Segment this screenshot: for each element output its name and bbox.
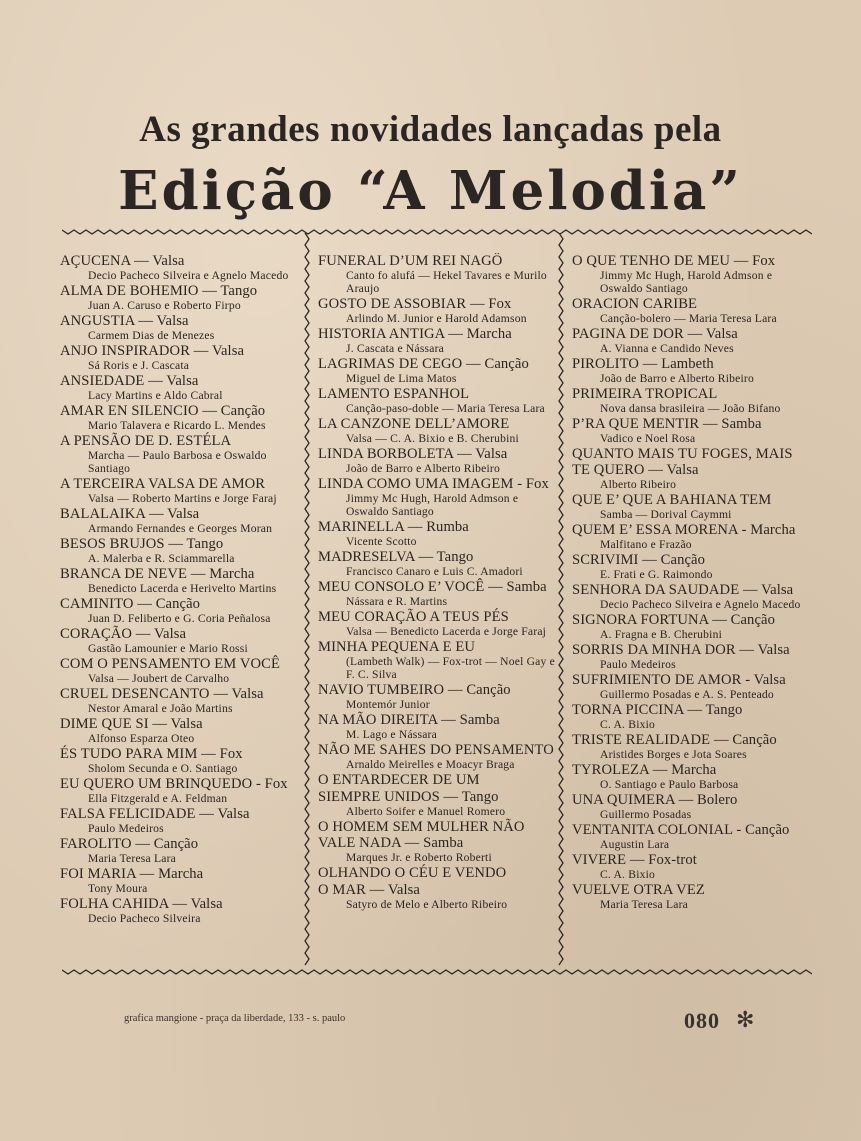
song-title: CAMINITO — Canção [60,596,201,612]
song-title: FOI MARIA — Marcha [60,866,204,882]
song-credits: C. A. Bixio [600,718,656,731]
song-entry [318,519,558,548]
song-credits: Alberto Ribeiro [600,478,677,491]
song-title: DIME QUE SI — Valsa [60,716,203,732]
song-title: BRANCA DE NEVE — Marcha [60,566,255,582]
song-credits: Valsa — Benedicto Lacerda e Jorge Faraj [346,625,547,638]
song-entry [572,732,812,761]
song-credits: Samba — Dorival Caymmi [600,508,732,521]
song-title: VUELVE OTRA VEZ [572,882,705,898]
song-title: COM O PENSAMENTO EM VOCÊ [60,656,280,672]
song-credits: E. Frati e G. Raimondo [600,568,713,581]
song-title: MINHA PEQUENA E EU [318,639,476,655]
song-entry [318,326,558,355]
song-title: O ENTARDECER DE UM [318,772,480,788]
song-credits: Mario Talavera e Ricardo L. Mendes [88,419,266,432]
song-credits: A. Malerba e R. Sciammarella [88,552,235,565]
song-entry [572,446,812,491]
song-entry [60,656,305,685]
song-credits: Paulo Medeiros [600,658,676,671]
song-entry [60,253,305,282]
song-entry [572,326,812,355]
song-credits: Gastão Lamounier e Mario Rossi [88,642,248,655]
song-credits: Juan A. Caruso e Roberto Firpo [88,299,241,312]
song-credits: Benedicto Lacerda e Herivelto Martins [88,582,277,595]
song-credits: Marques Jr. e Roberto Roberti [346,851,492,864]
column-separator-right [557,233,565,968]
song-credits: Guillermo Posadas e A. S. Penteado [600,688,774,701]
song-title: PRIMEIRA TROPICAL [572,386,718,402]
song-credits: Valsa — Joubert de Carvalho [88,672,230,685]
song-credits: Ella Fitzgerald e A. Feldman [88,792,228,805]
song-entry [60,506,305,535]
song-title: SIGNORA FORTUNA — Canção [572,612,775,628]
song-title: FALSA FELICIDADE — Valsa [60,806,250,822]
song-title: QUANTO MAIS TU FOGES, MAIS TE QUERO — Valsa [572,446,793,478]
song-credits: Juan D. Feliberto e G. Coria Peñalosa [88,612,271,625]
song-entry [572,386,812,415]
song-credits: Francisco Canaro e Luis C. Amadori [346,565,523,578]
song-title: PAGINA DE DOR — Valsa [572,326,738,342]
song-title: SIEMPRE UNIDOS — Tango [318,789,499,805]
song-credits: Armando Fernandes e Georges Moran [88,522,273,535]
song-credits: Augustin Lara [600,838,670,851]
song-title: LAGRIMAS DE CEGO — Canção [318,356,529,372]
song-title: ÉS TUDO PARA MIM — Fox [60,746,243,762]
song-entry [572,792,812,821]
song-credits: Jimmy Mc Hugh, Harold Admson e Oswaldo Santiago [600,269,773,295]
song-credits: Carmem Dias de Menezes [88,329,215,342]
song-credits: Decio Pacheco Silveira e Agnelo Macedo [88,269,289,282]
song-entry [318,579,558,608]
song-title: SENHORA DA SAUDADE — Valsa [572,582,794,598]
song-entry [318,882,558,911]
song-credits: Aristides Borges e Jota Soares [600,748,747,761]
song-title: FUNERAL D’UM REI NAGÔ [318,253,503,269]
song-title: FAROLITO — Canção [60,836,199,852]
song-title: UNA QUIMERA — Bolero [572,792,738,808]
song-title: ANJO INSPIRADOR — Valsa [60,343,245,359]
song-title: SUFRIMIENTO DE AMOR - Valsa [572,672,786,688]
song-entry [60,433,305,475]
song-credits: Tony Moura [88,882,148,895]
song-title: A PENSÃO DE D. ESTÉLA [60,433,232,449]
bottom-wavy-rule [62,968,812,976]
song-credits: Satyro de Melo e Alberto Ribeiro [346,898,508,911]
song-title: TRISTE REALIDADE — Canção [572,732,777,748]
song-credits: Guillermo Posadas [600,808,692,821]
song-entry [60,596,305,625]
song-entry [318,386,558,415]
song-entry [60,836,305,865]
song-entry [60,343,305,372]
song-credits: Sá Roris e J. Cascata [88,359,190,372]
song-title: NÃO ME SAHES DO PENSAMENTO [318,742,554,758]
catalog-number: 080 [684,1008,720,1033]
song-title: MARINELLA — Rumba [318,519,469,535]
song-title: OLHANDO O CÉU E VENDO [318,865,507,881]
song-title: FOLHA CAHIDA — Valsa [60,896,223,912]
song-entry [318,416,558,445]
song-entry [572,416,812,445]
song-title: BALALAIKA — Valsa [60,506,200,522]
top-wavy-rule [62,228,812,236]
song-title: ANGUSTIA — Valsa [60,313,189,329]
song-title: CRUEL DESENCANTO — Valsa [60,686,264,702]
song-entry [60,686,305,715]
song-title: TYROLEZA — Marcha [572,762,717,778]
song-title: NAVIO TUMBEIRO — Canção [318,682,511,698]
song-credits: Canção-bolero — Maria Teresa Lara [600,312,777,325]
song-title: QUE E’ QUE A BAHIANA TEM [572,492,772,508]
song-title: CORAÇÃO — Valsa [60,626,187,642]
song-entry [572,356,812,385]
song-entry [60,716,305,745]
song-title: BESOS BRUJOS — Tango [60,536,224,552]
song-entry [572,492,812,521]
song-title: MADRESELVA — Tango [318,549,474,565]
song-title: TORNA PICCINA — Tango [572,702,743,718]
song-title: LINDA BORBOLETA — Valsa [318,446,508,462]
song-entry [318,296,558,325]
song-entry [572,522,812,551]
song-title: AÇUCENA — Valsa [60,253,185,269]
song-entry [572,672,812,701]
song-entry [318,356,558,385]
song-title: PIROLITO — Lambeth [572,356,714,372]
song-credits: A. Fragna e B. Cherubini [600,628,723,641]
song-credits: M. Lago e Nássara [346,728,437,741]
song-entry [318,253,558,295]
song-credits: A. Vianna e Candido Neves [600,342,734,355]
song-credits: Jimmy Mc Hugh, Harold Admson e Oswaldo Santiago [346,492,519,518]
song-title: SCRIVIMI — Canção [572,552,706,568]
headline: As grandes novidades lançadas pela [139,109,722,150]
song-title: MEU CONSOLO E’ VOCÊ — Samba [318,579,547,595]
song-credits: Miguel de Lima Matos [346,372,457,385]
song-column-3 [572,253,812,953]
song-title: MEU CORAÇÃO A TEUS PÉS [318,609,509,625]
song-entry [572,642,812,671]
song-credits: Marcha — Paulo Barbosa e Oswaldo Santiago [88,449,267,475]
song-entry [60,776,305,805]
song-title: O QUE TENHO DE MEU — Fox [572,253,776,269]
song-title: O MAR — Valsa [318,882,420,898]
song-credits: Paulo Medeiros [88,822,164,835]
song-title: A TERCEIRA VALSA DE AMOR [60,476,266,492]
printer-credit: grafica mangione - praça da liberdade, 133 - s. paulo [124,1013,346,1024]
song-title: ANSIEDADE — Valsa [60,373,199,389]
song-entry [60,403,305,432]
song-credits: Alfonso Esparza Oteo [88,732,195,745]
song-entry [60,566,305,595]
song-entry [572,582,812,611]
song-credits: Montemór Junior [346,698,430,711]
song-credits: Nestor Amaral e João Martins [88,702,233,715]
song-entry [572,253,812,295]
asterisk-ornament: ✻ [736,1008,755,1033]
song-credits: J. Cascata e Nássara [346,342,444,355]
song-credits: Sholom Secunda e O. Santiago [88,762,238,775]
song-credits: Canção-paso-doble — Maria Teresa Lara [346,402,545,415]
song-credits: Valsa — Roberto Martins e Jorge Faraj [88,492,277,505]
song-entry [572,296,812,325]
song-title: VIVERE — Fox-trot [572,852,697,868]
song-entry [318,682,558,711]
song-entry [318,819,558,864]
song-entry [318,639,558,681]
song-title: AMAR EN SILENCIO — Canção [60,403,266,419]
faded-stamp [372,56,452,80]
song-entry [60,866,305,895]
song-title: HISTORIA ANTIGA — Marcha [318,326,512,342]
song-credits: Nova dansa brasileira — João Bifano [600,402,781,415]
song-credits: João de Barro e Alberto Ribeiro [346,462,500,475]
song-credits: Decio Pacheco Silveira e Agnelo Macedo [600,598,801,611]
song-entry [318,789,558,818]
song-entry [572,822,812,851]
song-title: EU QUERO UM BRINQUEDO - Fox [60,776,288,792]
song-entry [318,476,558,518]
song-credits: O. Santiago e Paulo Barbosa [600,778,739,791]
song-title: LAMENTO ESPANHOL [318,386,470,402]
title: Edição “A Melodia” [118,160,743,222]
song-entry [60,626,305,655]
song-entry [318,742,558,771]
song-title: VENTANITA COLONIAL - Canção [572,822,790,838]
song-credits: (Lambeth Walk) — Fox-trot — Noel Gay e F. C. Silva [346,655,555,681]
song-entry [318,609,558,638]
song-credits: Canto fo alufá — Hekel Tavares e Murilo Araujo [346,269,547,295]
song-entry [318,865,558,881]
song-entry [318,446,558,475]
song-credits: Valsa — C. A. Bixio e B. Cherubini [346,432,519,445]
song-title: P’RA QUE MENTIR — Samba [572,416,762,432]
song-title: GOSTO DE ASSOBIAR — Fox [318,296,512,312]
song-entry [60,806,305,835]
song-title: SORRIS DA MINHA DOR — Valsa [572,642,790,658]
song-entry [60,746,305,775]
song-credits: Arlindo M. Junior e Harold Adamson [346,312,527,325]
song-credits: Arnaldo Meirelles e Moacyr Braga [346,758,515,771]
song-credits: Maria Teresa Lara [88,852,176,865]
song-title: NA MÃO DIREITA — Samba [318,712,500,728]
song-entry [572,702,812,731]
song-title: LA CANZONE DELL’AMORE [318,416,510,432]
song-column-2 [318,253,558,953]
song-title: ORACION CARIBE [572,296,698,312]
song-credits: Vadico e Noel Rosa [600,432,696,445]
song-credits: João de Barro e Alberto Ribeiro [600,372,754,385]
song-entry [318,772,558,788]
song-credits: Nássara e R. Martins [346,595,448,608]
song-title: O HOMEM SEM MULHER NÃO VALE NADA — Samba [318,819,525,851]
song-credits: Maria Teresa Lara [600,898,688,911]
song-entry [60,313,305,342]
song-entry [318,549,558,578]
song-entry [60,536,305,565]
song-credits: C. A. Bixio [600,868,656,881]
song-entry [572,882,812,911]
song-credits: Alberto Soifer e Manuel Romero [346,805,506,818]
song-entry [318,712,558,741]
song-title: LINDA COMO UMA IMAGEM - Fox [318,476,549,492]
song-entry [572,762,812,791]
song-credits: Malfitano e Frazão [600,538,692,551]
song-entry [60,283,305,312]
song-entry [572,612,812,641]
song-credits: Lacy Martins e Aldo Cabral [88,389,223,402]
song-credits: Vicente Scotto [346,535,417,548]
song-entry [572,852,812,881]
song-column-1 [60,253,305,953]
song-entry [60,373,305,402]
song-entry [60,476,305,505]
song-entry [572,552,812,581]
song-entry [60,896,305,925]
song-title: ALMA DE BOHEMIO — Tango [60,283,258,299]
song-title: QUEM E’ ESSA MORENA - Marcha [572,522,796,538]
song-credits: Decio Pacheco Silveira [88,912,201,925]
